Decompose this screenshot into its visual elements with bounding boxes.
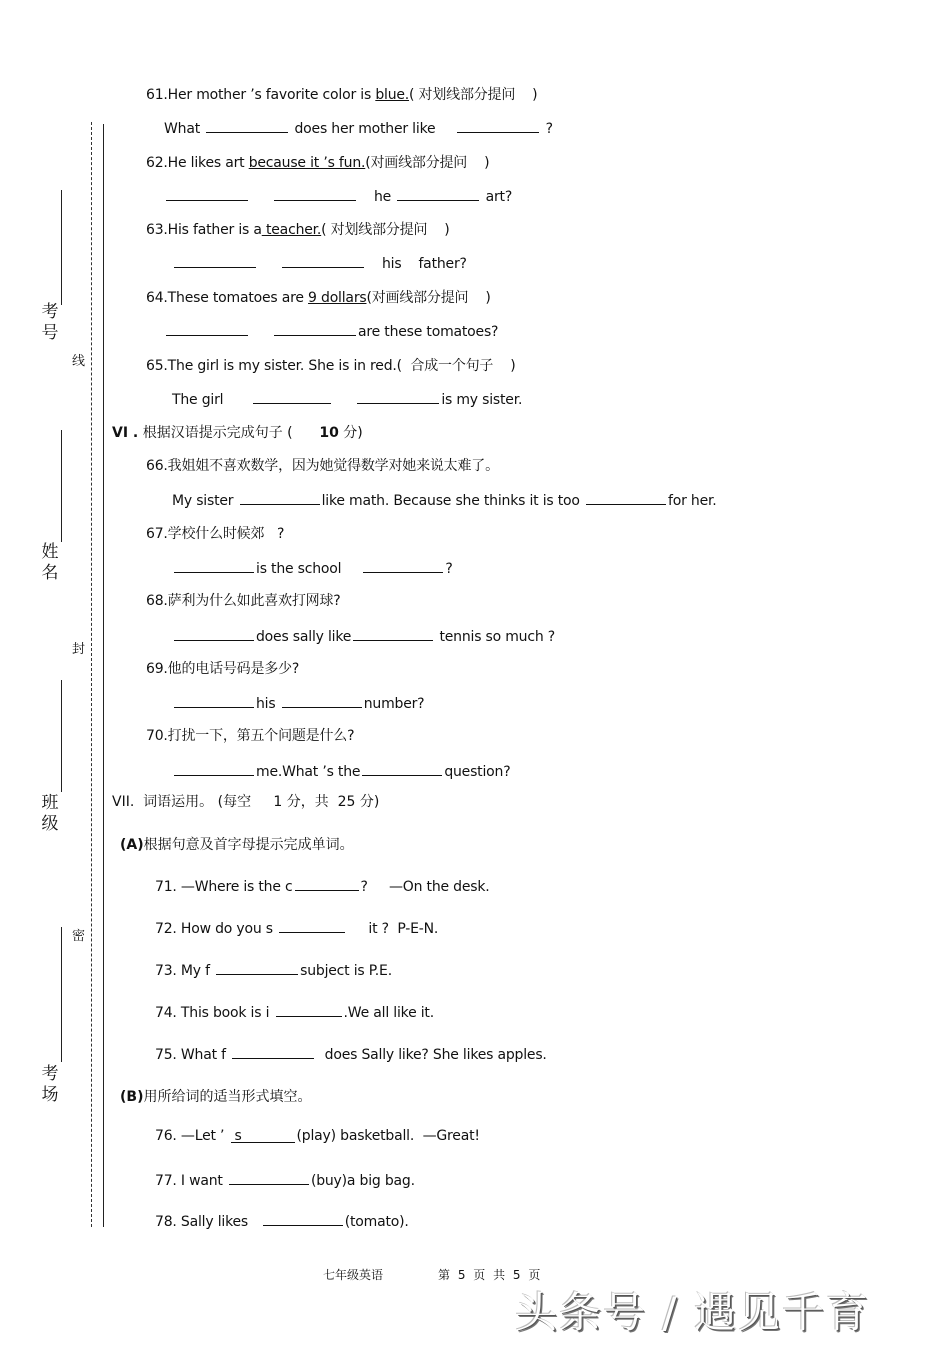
section-vii-heading: VII. 词语运用。 (每空 1 分，共 25 分) — [112, 794, 380, 810]
answer-blank[interactable] — [586, 490, 666, 505]
answer-blank[interactable] — [240, 490, 320, 505]
answer-blank[interactable] — [232, 1044, 314, 1059]
answer-blank[interactable] — [253, 389, 331, 404]
seal-char-secret: 密 — [72, 929, 86, 944]
answer-line: The girl is my sister. — [172, 389, 522, 408]
part-a-heading: (A)根据句意及首字母提示完成单词。 — [120, 837, 354, 853]
footer-subject: 七年级英语 — [323, 1268, 384, 1282]
answer-blank[interactable] — [357, 389, 439, 404]
seal-char-seal: 封 — [72, 642, 86, 657]
question-73: 73. My f subject is P.E. — [155, 960, 392, 979]
answer-line: are these tomatoes? — [164, 321, 498, 340]
answer-blank[interactable] — [353, 626, 433, 641]
answer-blank[interactable] — [174, 626, 254, 641]
answer-line: My sister like math. Because she thinks it is too for her. — [172, 490, 717, 509]
question-prompt: 66.我姐姐不喜欢数学，因为她觉得数学对她来说太难了。 — [146, 458, 499, 474]
answer-blank[interactable] — [174, 253, 256, 268]
exam-number-label: 考号 — [41, 302, 59, 343]
answer-blank[interactable] — [282, 693, 362, 708]
answer-line: What does her mother like ? — [164, 118, 553, 137]
question-78: 78. Sally likes (tomato). — [155, 1211, 409, 1230]
question-prompt: 61.Her mother ’s favorite color is blue.( 对划线部分提问 ) — [146, 87, 538, 103]
answer-blank[interactable] — [457, 118, 539, 133]
answer-blank-filled[interactable]: s — [231, 1128, 295, 1143]
question-prompt: 70.打扰一下，第五个问题是什么? — [146, 728, 355, 744]
question-prompt: 62.He likes art because it ’s fun.(对画线部分提问 ) — [146, 155, 490, 171]
question-77: 77. I want (buy)a big bag. — [155, 1170, 415, 1189]
class-line — [61, 680, 62, 792]
answer-line: he art? — [164, 186, 512, 205]
question-prompt: 68.萨利为什么如此喜欢打网球? — [146, 593, 341, 609]
answer-blank[interactable] — [274, 321, 356, 336]
answer-blank[interactable] — [282, 253, 364, 268]
answer-blank[interactable] — [174, 761, 254, 776]
name-label: 姓名 — [41, 542, 59, 583]
question-prompt: 64.These tomatoes are 9 dollars(对画线部分提问 ) — [146, 290, 491, 306]
answer-blank[interactable] — [362, 761, 442, 776]
footer-page-info: 第 5 页 共 5 页 — [438, 1268, 543, 1282]
answer-blank[interactable] — [397, 186, 479, 201]
question-75: 75. What f does Sally like? She likes apples. — [155, 1044, 547, 1063]
answer-line: his number? — [172, 693, 424, 712]
question-72: 72. How do you s it ? P-E-N. — [155, 918, 438, 937]
question-71: 71. —Where is the c ? —On the desk. — [155, 876, 490, 895]
answer-blank[interactable] — [229, 1170, 309, 1185]
answer-blank[interactable] — [295, 876, 359, 891]
section-vi-heading: VI . 根据汉语提示完成句子 ( 10 分) — [112, 425, 363, 441]
answer-line: me.What ’s the question? — [172, 761, 510, 780]
answer-blank[interactable] — [276, 1002, 342, 1017]
part-b-heading: (B)用所给词的适当形式填空。 — [120, 1089, 312, 1105]
exam-number-line — [61, 190, 62, 305]
watermark: 头条号 / 遇见千育 — [515, 1288, 870, 1337]
answer-blank[interactable] — [363, 558, 443, 573]
answer-blank[interactable] — [279, 918, 345, 933]
exam-room-line — [61, 927, 62, 1062]
answer-blank[interactable] — [216, 960, 298, 975]
question-prompt: 65.The girl is my sister. She is in red.( 合成一个句子 ) — [146, 358, 516, 374]
name-line — [61, 430, 62, 542]
answer-blank[interactable] — [174, 558, 254, 573]
answer-blank[interactable] — [166, 186, 248, 201]
answer-blank[interactable] — [206, 118, 288, 133]
answer-blank[interactable] — [166, 321, 248, 336]
seal-char-line: 线 — [72, 354, 86, 369]
answer-blank[interactable] — [263, 1211, 343, 1226]
exam-room-label: 考场 — [41, 1064, 59, 1105]
answer-line: is the school ? — [172, 558, 453, 577]
answer-blank[interactable] — [174, 693, 254, 708]
question-prompt: 67.学校什么时候郊 ? — [146, 526, 285, 542]
question-76: 76. —Let ’ s (play) basketball. —Great! — [155, 1128, 480, 1144]
answer-line: does sally like tennis so much ? — [172, 626, 555, 645]
answer-line: his father? — [172, 253, 467, 272]
page-border-line — [103, 124, 104, 1227]
question-prompt: 63.His father is a teacher.( 对划线部分提问 ) — [146, 222, 450, 238]
question-prompt: 69.他的电话号码是多少? — [146, 661, 300, 677]
seal-dashed-line — [91, 122, 92, 1227]
answer-blank[interactable] — [274, 186, 356, 201]
question-74: 74. This book is i .We all like it. — [155, 1002, 434, 1021]
class-label: 班级 — [41, 793, 59, 834]
